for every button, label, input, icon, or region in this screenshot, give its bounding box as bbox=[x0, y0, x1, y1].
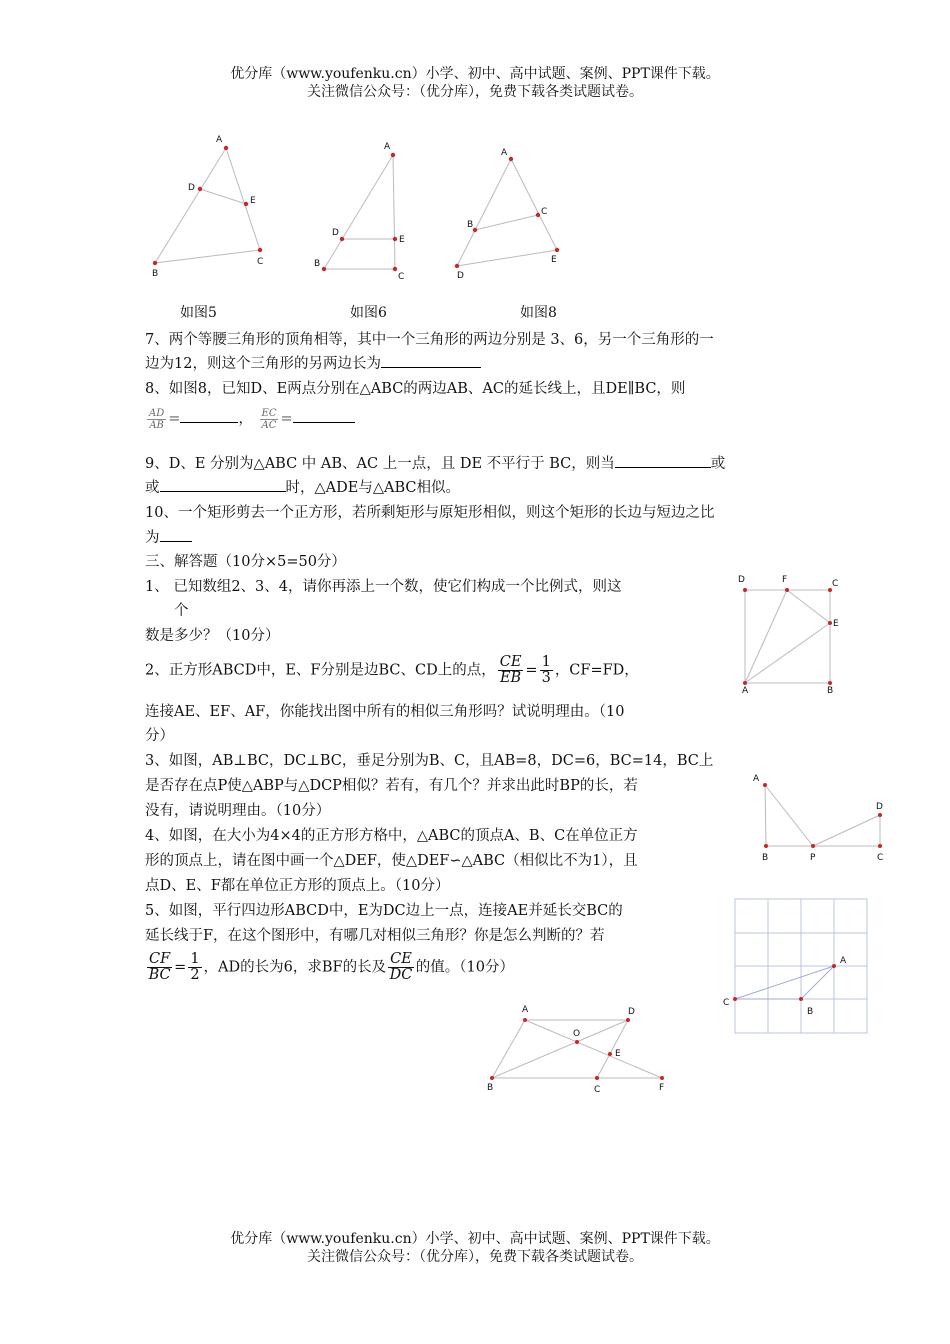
fraction-ad-ab: $\frac{AD}{AB}$ bbox=[149, 407, 165, 431]
label-F: F bbox=[782, 575, 788, 585]
point bbox=[153, 261, 157, 265]
fraction-ce-dc: $\frac{CE}{DC}$ bbox=[389, 951, 413, 983]
figure-6 bbox=[310, 138, 420, 283]
section-3-title: 三、解答题（10分×5=50分） bbox=[145, 554, 346, 570]
point bbox=[733, 997, 737, 1001]
label-E: E bbox=[615, 1049, 621, 1059]
point bbox=[393, 237, 397, 241]
fraction-1-2: $\frac{1}{2}$ bbox=[190, 951, 200, 983]
label-A: A bbox=[216, 135, 223, 145]
label-P: P bbox=[810, 853, 816, 863]
q10-line-2: 为 bbox=[145, 526, 192, 547]
fraction-cf-bc: $\frac{CF}{BC}$ bbox=[148, 951, 171, 983]
label-C: C bbox=[723, 998, 730, 1008]
figure-square-abcd bbox=[730, 570, 850, 695]
s5-line-1: 5、如图，平行四边形ABCD中，E为DC边上一点，连接AE并延长交BC的 bbox=[145, 903, 623, 919]
label-B: B bbox=[487, 1083, 494, 1093]
label-A: A bbox=[501, 148, 508, 158]
label-A: A bbox=[753, 774, 760, 784]
figure-5 bbox=[140, 128, 280, 278]
answer-blank[interactable] bbox=[180, 408, 238, 423]
point bbox=[608, 1052, 612, 1056]
label-E: E bbox=[551, 255, 557, 265]
point bbox=[811, 844, 815, 848]
answer-blank[interactable] bbox=[293, 408, 355, 423]
point bbox=[555, 248, 559, 252]
q8-line-1: 8、如图8，已知D、E两点分别在△ABC的两边AB、AC的延长线上，且DE∥BC，则 bbox=[145, 381, 686, 397]
point bbox=[393, 267, 397, 271]
label-B: B bbox=[467, 220, 474, 230]
q7-line-1: 7、两个等腰三角形的顶角相等，其中一个三角形的两边分别是 3、6，另一个三角形的一 bbox=[145, 332, 714, 348]
point bbox=[340, 237, 344, 241]
point bbox=[473, 228, 477, 232]
point bbox=[660, 1076, 664, 1080]
header-line-2: 关注微信公众号：（优分库），免费下载各类试题试卷。 bbox=[307, 84, 643, 100]
q8-line-2: $\frac{AD}{AB}$ = ， $\frac{EC}{AC}$ = bbox=[145, 407, 355, 431]
q7-text: 边为12，则这个三角形的另两边长为 bbox=[145, 356, 381, 372]
point bbox=[455, 264, 459, 268]
label-C: C bbox=[398, 272, 405, 282]
label-B: B bbox=[827, 686, 834, 695]
caption-fig6: 如图6 bbox=[350, 305, 387, 321]
figure-abp-dcp bbox=[745, 770, 895, 865]
s3-line-3: 没有，请说明理由。（10分） bbox=[145, 803, 331, 819]
caption-fig8: 如图8 bbox=[520, 305, 557, 321]
point bbox=[322, 267, 326, 271]
answer-blank[interactable] bbox=[160, 477, 286, 492]
figure-grid-4x4 bbox=[718, 895, 873, 1037]
point bbox=[523, 1018, 527, 1022]
label-E: E bbox=[250, 196, 256, 206]
point bbox=[743, 681, 747, 685]
label-B: B bbox=[152, 269, 159, 278]
point bbox=[785, 588, 789, 592]
label-C: C bbox=[257, 257, 264, 267]
answer-blank[interactable] bbox=[160, 527, 192, 542]
point bbox=[764, 844, 768, 848]
figure-parallelogram bbox=[480, 1002, 680, 1097]
point bbox=[244, 202, 248, 206]
point bbox=[828, 621, 832, 625]
label-C: C bbox=[877, 853, 884, 863]
point bbox=[763, 783, 767, 787]
label-D: D bbox=[332, 228, 339, 238]
s2-line-3: 分） bbox=[145, 728, 174, 744]
s1-line-2: 个 bbox=[174, 603, 189, 619]
point bbox=[509, 157, 513, 161]
label-D: D bbox=[188, 183, 195, 193]
label-A: A bbox=[742, 686, 749, 695]
q7-line-2 bbox=[145, 352, 481, 373]
label-E: E bbox=[833, 619, 839, 629]
s1-line-3: 数是多少？（10分） bbox=[145, 628, 280, 644]
point bbox=[258, 248, 262, 252]
label-E: E bbox=[399, 235, 405, 245]
label-D: D bbox=[457, 271, 464, 281]
answer-blank[interactable] bbox=[615, 453, 711, 468]
point bbox=[575, 1040, 579, 1044]
header-line-1: 优分库（www.youfenku.cn）小学、初中、高中试题、案例、PPT课件下载。 bbox=[230, 66, 720, 82]
s3-line-2: 是否存在点P使△ABP与△DCP相似？若有，有几个？并求出此时BP的长，若 bbox=[145, 778, 638, 794]
label-D: D bbox=[628, 1007, 635, 1017]
label-B: B bbox=[762, 853, 769, 863]
label-A: A bbox=[384, 142, 391, 152]
point bbox=[799, 997, 803, 1001]
s5-line-2: 延长线于F，在这个图形中，有哪几对相似三角形？你是怎么判断的？若 bbox=[145, 928, 605, 944]
point bbox=[536, 213, 540, 217]
point bbox=[878, 844, 882, 848]
s4-line-2: 形的顶点上，请在图中画一个△DEF，使△DEF∽△ABC（相似比不为1），且 bbox=[145, 853, 638, 869]
label-A: A bbox=[840, 956, 847, 966]
point bbox=[828, 681, 832, 685]
footer-line-1: 优分库（www.youfenku.cn）小学、初中、高中试题、案例、PPT课件下载。 bbox=[230, 1231, 720, 1247]
point bbox=[743, 588, 747, 592]
s2-line-2: 连接AE、EF、AF，你能找出图中所有的相似三角形吗？试说明理由。（10 bbox=[145, 704, 625, 720]
label-C: C bbox=[541, 207, 548, 217]
q9-line-2: 或 时，△ADE与△ABC相似。 bbox=[145, 476, 460, 497]
s1-line-1: 1、 已知数组2、3、4，请你再添上一个数，使它们构成一个比例式，则这 bbox=[145, 579, 622, 595]
label-B: B bbox=[807, 1007, 814, 1017]
label-B: B bbox=[314, 259, 321, 269]
point bbox=[490, 1076, 494, 1080]
label-C: C bbox=[594, 1085, 601, 1095]
caption-fig5: 如图5 bbox=[180, 305, 217, 321]
s4-line-3: 点D、E、F都在单位正方形的顶点上。（10分） bbox=[145, 878, 450, 894]
s5-line-3: $\frac{CF}{BC}$ = $\frac{1}{2}$ ，AD的长为6，求BF的长及 $\frac{CE}{DC}$ 的值。（10分） bbox=[148, 951, 514, 983]
q10-line-1: 10、一个矩形剪去一个正方形，若所剩矩形与原矩形相似，则这个矩形的长边与短边之比 bbox=[145, 505, 715, 521]
fraction-ec-ac: $\frac{EC}{AC}$ bbox=[261, 407, 277, 431]
answer-blank[interactable] bbox=[381, 353, 481, 368]
point bbox=[878, 813, 882, 817]
figure-8 bbox=[445, 142, 575, 282]
footer-line-2: 关注微信公众号：（优分库），免费下载各类试题试卷。 bbox=[307, 1249, 643, 1265]
label-D: D bbox=[876, 802, 883, 812]
point bbox=[391, 153, 395, 157]
point bbox=[224, 146, 228, 150]
label-C: C bbox=[832, 579, 839, 589]
q9-line-1: 9、D、E 分别为△ABC 中 AB、AC 上一点，且 DE 不平行于 BC，则当 或 bbox=[145, 452, 725, 473]
point bbox=[198, 187, 202, 191]
point bbox=[626, 1018, 630, 1022]
label-O: O bbox=[573, 1029, 581, 1039]
fraction-ce-eb: $\frac{CE}{EB}$ bbox=[499, 654, 522, 686]
s3-line-1: 3、如图，AB⊥BC，DC⊥BC，垂足分别为B、C，且AB=8，DC=6，BC=14，BC上 bbox=[145, 753, 714, 769]
label-D: D bbox=[738, 575, 745, 585]
s2-line-1: 2、正方形ABCD中，E、F分别是边BC、CD上的点， $\frac{CE}{EB}$ = $\frac{1}{3}$ ，CF=FD， bbox=[145, 654, 639, 686]
fraction-1-3: $\frac{1}{3}$ bbox=[541, 654, 551, 686]
point bbox=[595, 1076, 599, 1080]
s4-line-1: 4、如图，在大小为4×4的正方形方格中，△ABC的顶点A、B、C在单位正方 bbox=[145, 828, 638, 844]
label-F: F bbox=[659, 1083, 665, 1093]
point bbox=[832, 964, 836, 968]
label-A: A bbox=[522, 1005, 529, 1015]
